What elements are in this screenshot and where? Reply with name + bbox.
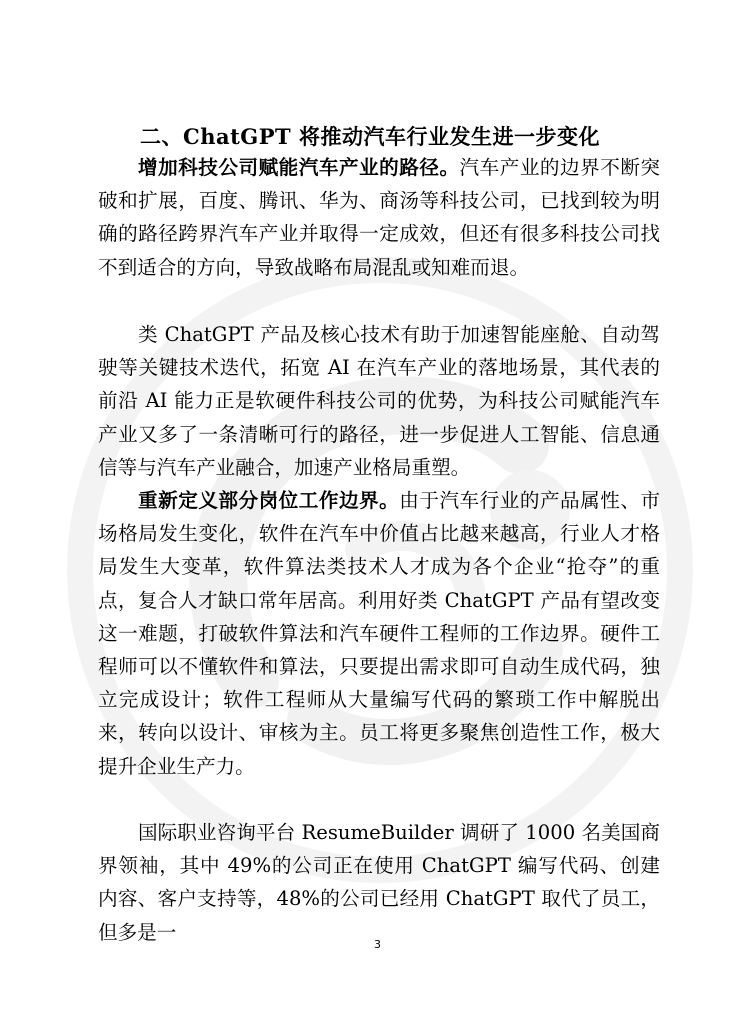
paragraph-2-text: 类 ChatGPT 产品及核心技术有助于加速智能座舱、自动驾驶等关键技术迭代，拓宽 AI 在汽车产业的落地场景，其代表的前沿 AI 能力正是软硬件科技公司的优势，为科技公司赋能汽车产业又多了一条清晰可行的路径，进一步促进人工智能、信息通信等与汽车产业融合，加速产业格局重塑。: [98, 323, 660, 479]
paragraph-2: [98, 318, 660, 484]
paragraph-3: [98, 484, 660, 783]
paragraph-1-text: 汽车产业的边界不断突破和扩展，百度、腾讯、华为、商汤等科技公司，已找到较为明确的路径跨界汽车产业并取得一定成效，但还有很多科技公司找不到适合的方向，导致战略布局混乱或知难而退。: [98, 156, 661, 279]
paragraph-1-lead: 增加科技公司赋能汽车产业的路径。: [138, 156, 460, 179]
paragraph-4: [98, 816, 660, 949]
paragraph-3-lead: 重新定义部分岗位工作边界。: [138, 489, 400, 512]
paragraph-3-text: 由于汽车行业的产品属性、市场格局发生变化，软件在汽车中价值占比越来越高，行业人才格局发生大变革，软件算法类技术人才成为各个企业“抢夺”的重点，复合人才缺口常年居高。利用好类 ChatGPT 产品有望改变这一难题，打破软件算法和汽车硬件工程师的工作边界。硬件工程师可以不懂软件和算法，只要提出需求即可自动生成代码，独立完成设计；软件工程师从大量编写代码的繁琐工作中解脱出来，转向以设计、审核为主。员工将更多聚焦创造性工作，极大提升企业生产力。: [98, 489, 661, 778]
paragraph-4-text: 国际职业咨询平台 ResumeBuilder 调研了 1000 名美国商界领袖，其中 49%的公司正在使用 ChatGPT 编写代码、创建内容、客户支持等，48%的公司已经用 ChatGPT 取代了员工，但多是一: [98, 821, 660, 944]
page-number: 3: [374, 938, 381, 951]
section-heading: 二、ChatGPT 将推动汽车行业发生进一步变化: [140, 124, 600, 149]
paragraph-1: [98, 151, 660, 284]
